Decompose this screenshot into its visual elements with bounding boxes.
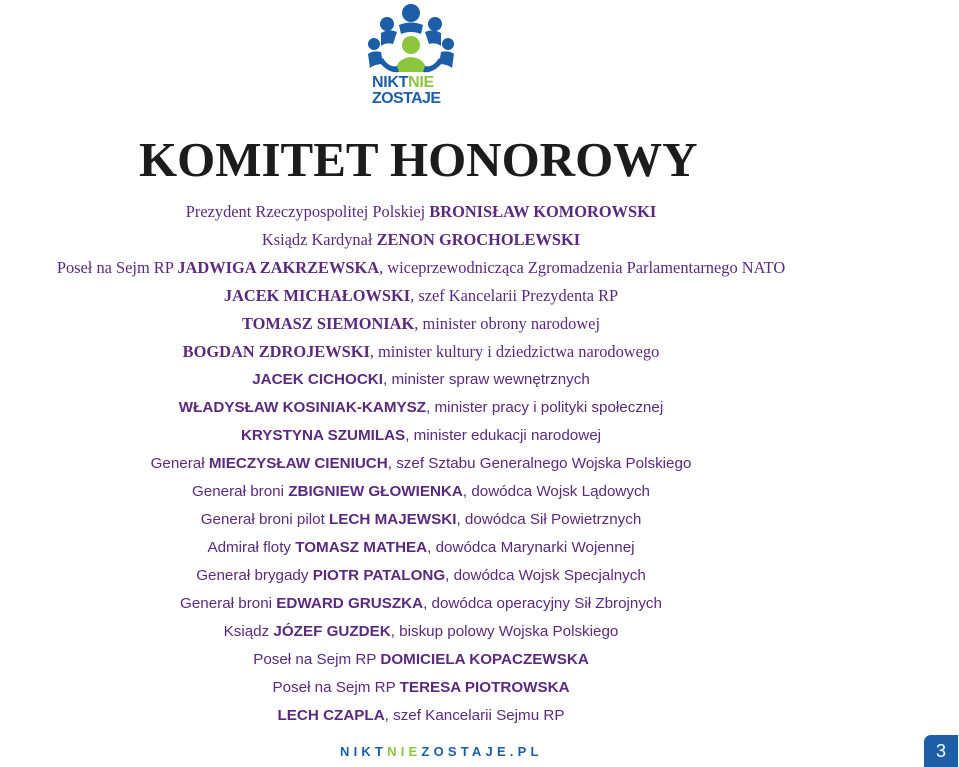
member-line xyxy=(0,422,842,450)
member-line xyxy=(0,674,842,702)
member-name: TERESA PIOTROWSKA xyxy=(399,679,570,696)
member-title: Generał broni xyxy=(191,483,289,500)
member-name: TOMASZ MATHEA xyxy=(295,539,428,556)
footer-site-part-3: ZOSTAJE.PL xyxy=(421,744,543,759)
member-role: , minister spraw wewnętrznych xyxy=(383,371,590,388)
member-line xyxy=(0,198,842,226)
member-line xyxy=(0,646,842,674)
member-title: Ksiądz Kardynał xyxy=(261,230,377,249)
member-line xyxy=(0,394,842,422)
member-line xyxy=(0,338,842,366)
member-role: , szef Kancelarii Sejmu RP xyxy=(384,707,565,724)
member-role: , dowódca Wojsk Specjalnych xyxy=(445,567,646,584)
member-title: Poseł na Sejm RP xyxy=(272,679,400,696)
member-title: Generał broni pilot xyxy=(200,511,330,528)
committee-members-list xyxy=(0,198,842,730)
member-name: KRYSTYNA SZUMILAS xyxy=(240,427,406,444)
member-name: ZBIGNIEW GŁOWIENKA xyxy=(288,483,463,500)
member-title: Ksiądz xyxy=(223,623,274,640)
member-role: , biskup polowy Wojska Polskiego xyxy=(390,623,619,640)
member-line xyxy=(0,254,842,282)
page-title: KOMITET HONOROWY xyxy=(139,132,698,187)
member-name: WŁADYSŁAW KOSINIAK-KAMYSZ xyxy=(178,399,427,416)
member-line xyxy=(0,310,842,338)
member-line xyxy=(0,562,842,590)
logo-word-nikt: NIKT xyxy=(372,74,409,91)
member-name: EDWARD GRUSZKA xyxy=(276,595,424,612)
member-role: , dowódca Wojsk Lądowych xyxy=(462,483,651,500)
member-title: Generał xyxy=(150,455,209,472)
member-name: MIECZYSŁAW CIENIUCH xyxy=(208,455,388,472)
footer-site-part-1: NIKT xyxy=(340,744,388,759)
member-line xyxy=(0,702,842,730)
member-line xyxy=(0,506,842,534)
member-role: , minister edukacji narodowej xyxy=(405,427,602,444)
member-role: , szef Kancelarii Prezydenta RP xyxy=(410,286,619,305)
member-title: Prezydent Rzeczypospolitej Polskiej xyxy=(185,202,430,221)
logo-line-1 xyxy=(372,75,454,91)
page-number-badge: 3 xyxy=(924,735,958,767)
member-line xyxy=(0,282,842,310)
member-name: JADWIGA ZAKRZEWSKA xyxy=(177,258,380,277)
member-line xyxy=(0,590,842,618)
member-line xyxy=(0,478,842,506)
member-title: Poseł na Sejm RP xyxy=(56,258,178,277)
logo-word-zostaje: ZOSTAJE xyxy=(372,90,441,107)
member-name: ZENON GROCHOLEWSKI xyxy=(376,230,581,249)
member-name: JÓZEF GUZDEK xyxy=(273,623,391,640)
member-title: Generał brygady xyxy=(196,567,313,584)
member-role: , minister pracy i polityki społecznej xyxy=(426,399,664,416)
member-role: , dowódca Marynarki Wojennej xyxy=(427,539,635,556)
footer-site-part-2: NIE xyxy=(387,744,422,759)
member-name: JACEK CICHOCKI xyxy=(252,371,383,388)
member-role: , szef Sztabu Generalnego Wojska Polskiego xyxy=(387,455,692,472)
nikt-nie-zostaje-logo xyxy=(359,0,454,112)
member-title: Admirał floty xyxy=(207,539,296,556)
member-role: , dowódca operacyjny Sił Zbrojnych xyxy=(423,595,662,612)
member-name: LECH MAJEWSKI xyxy=(329,511,457,528)
member-role: , minister obrony narodowej xyxy=(414,314,601,333)
member-line xyxy=(0,366,842,394)
member-title: Generał broni xyxy=(180,595,277,612)
member-name: BOGDAN ZDROJEWSKI xyxy=(182,342,370,361)
member-role: , dowódca Sił Powietrznych xyxy=(456,511,642,528)
member-role: , wiceprzewodnicząca Zgromadzenia Parlamentarnego NATO xyxy=(379,258,786,277)
member-name: LECH CZAPLA xyxy=(277,707,385,724)
member-line xyxy=(0,534,842,562)
member-title: Poseł na Sejm RP xyxy=(253,651,381,668)
member-name: DOMICIELA KOPACZEWSKA xyxy=(380,651,589,668)
member-line xyxy=(0,226,842,254)
member-name: TOMASZ SIEMONIAK xyxy=(241,314,415,333)
member-name: BRONISŁAW KOMOROWSKI xyxy=(429,202,657,221)
logo-word-nie: NIE xyxy=(408,74,434,91)
footer-website[interactable] xyxy=(340,744,543,759)
member-name: PIOTR PATALONG xyxy=(312,567,446,584)
member-name: JACEK MICHAŁOWSKI xyxy=(223,286,411,305)
member-line xyxy=(0,618,842,646)
member-line xyxy=(0,450,842,478)
member-role: , minister kultury i dziedzictwa narodowego xyxy=(369,342,660,361)
